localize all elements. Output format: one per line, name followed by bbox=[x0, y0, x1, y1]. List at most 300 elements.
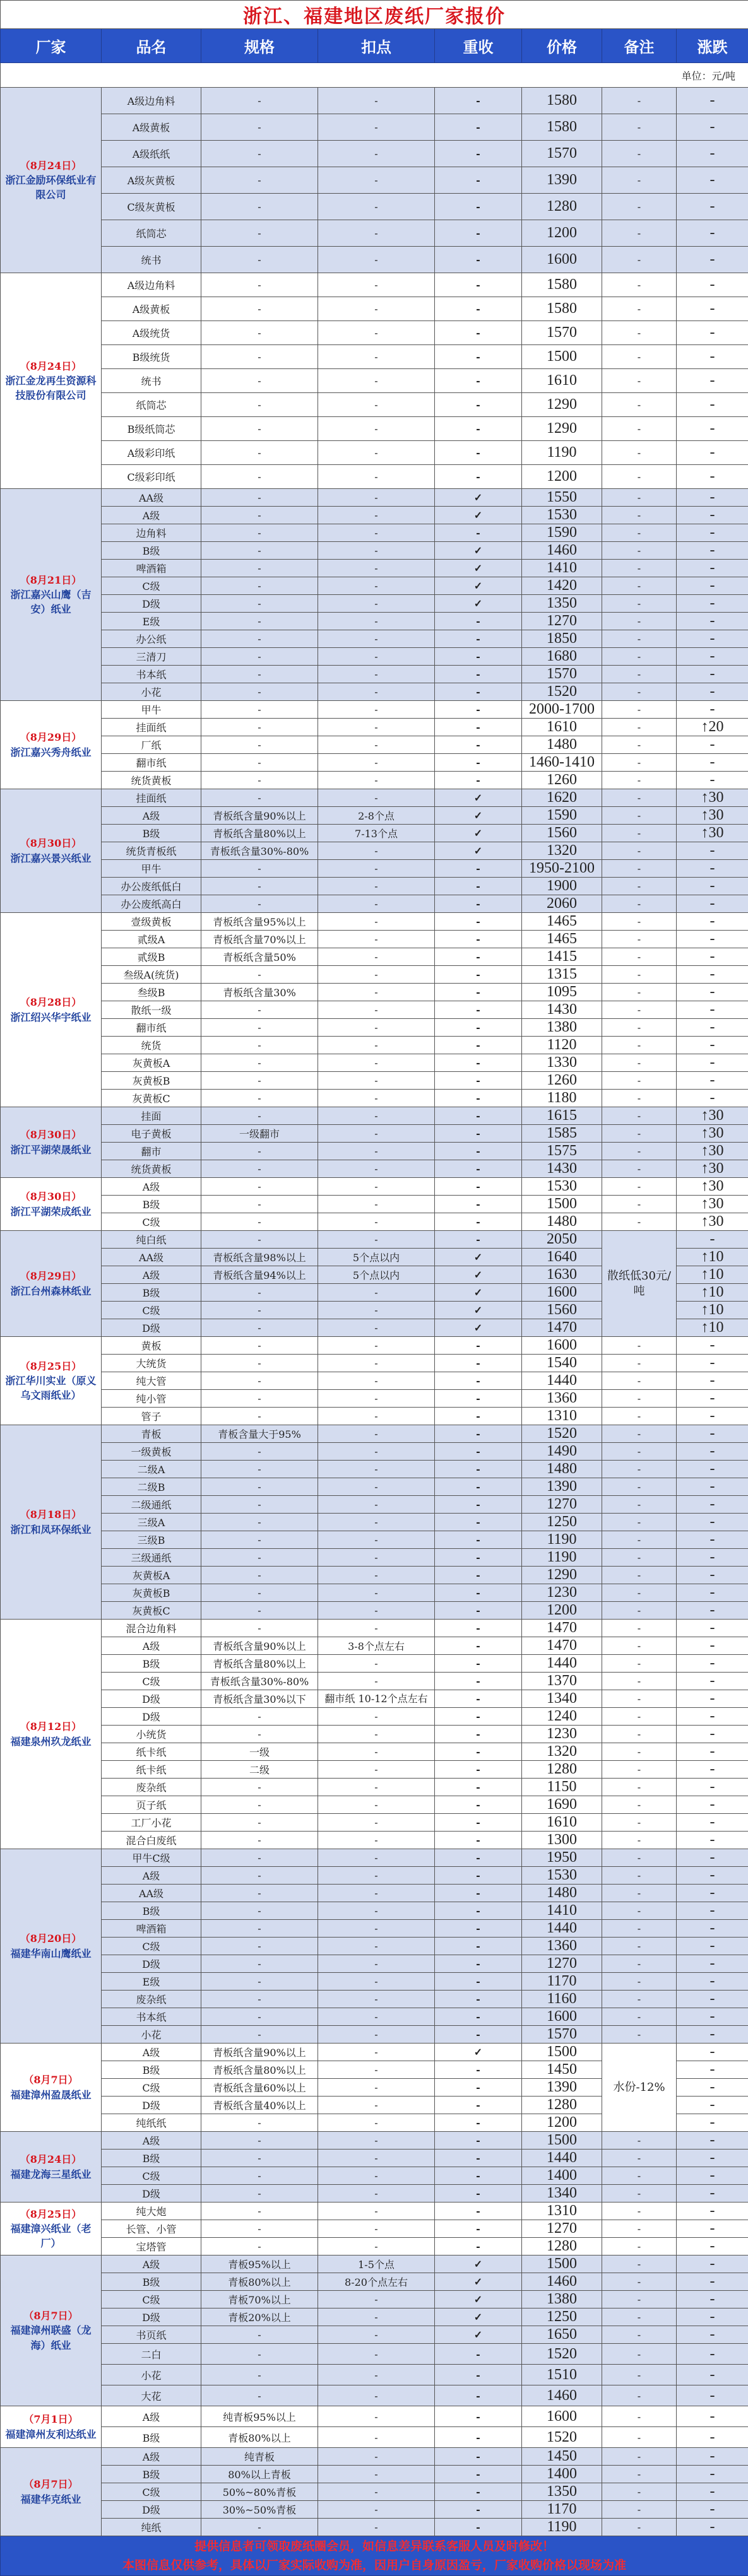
change-cell: - bbox=[677, 2220, 748, 2238]
table-row bbox=[1, 1425, 748, 1443]
change-cell: - bbox=[677, 1796, 748, 1814]
weight-cell: - bbox=[435, 220, 522, 247]
table-row bbox=[1, 1920, 748, 1938]
table-row bbox=[1, 754, 748, 772]
spec-cell: - bbox=[201, 167, 318, 194]
spec-cell: - bbox=[201, 1814, 318, 1832]
table-row bbox=[1, 2406, 748, 2427]
product-cell: B级 bbox=[102, 2061, 201, 2079]
col-header: 重收 bbox=[435, 29, 522, 63]
table-row bbox=[1, 1496, 748, 1514]
weight-cell: - bbox=[435, 1514, 522, 1531]
table-row bbox=[1, 2365, 748, 2385]
price-cell: 1190 bbox=[522, 1549, 602, 1567]
change-cell: ↑10 bbox=[677, 1284, 748, 1302]
change-cell: - bbox=[677, 1531, 748, 1549]
table-row bbox=[1, 613, 748, 630]
spec-cell: 青板含量大于95% bbox=[201, 1425, 318, 1443]
change-cell: - bbox=[677, 1938, 748, 1955]
spec-cell: - bbox=[201, 577, 318, 595]
product-cell: E级 bbox=[102, 613, 201, 630]
product-cell: A级 bbox=[102, 1266, 201, 1284]
note-cell: - bbox=[602, 1726, 677, 1743]
product-cell: C级 bbox=[102, 2079, 201, 2097]
weight-cell: - bbox=[435, 345, 522, 369]
deduction-cell: - bbox=[318, 2097, 435, 2114]
deduction-cell: - bbox=[318, 1355, 435, 1372]
price-cell: 1200 bbox=[522, 465, 602, 489]
price-cell: 1580 bbox=[522, 114, 602, 141]
product-cell: A级 bbox=[102, 1637, 201, 1655]
change-cell: - bbox=[677, 1090, 748, 1107]
price-cell: 1380 bbox=[522, 2291, 602, 2308]
deduction-cell: - bbox=[318, 1796, 435, 1814]
note-cell: 水份-12% bbox=[602, 2044, 677, 2132]
weight-cell: ✓ bbox=[435, 1319, 522, 1337]
deduction-cell: - bbox=[318, 2167, 435, 2185]
price-cell: 1460 bbox=[522, 2385, 602, 2406]
deduction-cell: 5个点以内 bbox=[318, 1266, 435, 1284]
weight-cell: - bbox=[435, 1885, 522, 1902]
col-header: 厂家 bbox=[1, 29, 102, 63]
deduction-cell: - bbox=[318, 1496, 435, 1514]
product-cell: A级 bbox=[102, 2406, 201, 2427]
deduction-cell: - bbox=[318, 393, 435, 417]
price-cell: 1170 bbox=[522, 1973, 602, 1991]
change-cell: - bbox=[677, 2519, 748, 2536]
table-row bbox=[1, 1390, 748, 1408]
deduction-cell: - bbox=[318, 2114, 435, 2132]
price-cell: 1280 bbox=[522, 2238, 602, 2255]
price-cell: 1520 bbox=[522, 2427, 602, 2448]
spec-cell: - bbox=[201, 1938, 318, 1955]
spec-cell: - bbox=[201, 1849, 318, 1867]
table-row bbox=[1, 2519, 748, 2536]
note-cell: - bbox=[602, 736, 677, 754]
weight-cell: - bbox=[435, 194, 522, 220]
spec-cell: - bbox=[201, 1567, 318, 1584]
weight-cell: ✓ bbox=[435, 2044, 522, 2061]
table-row bbox=[1, 860, 748, 878]
note-cell: - bbox=[602, 2483, 677, 2501]
weight-cell: - bbox=[435, 1567, 522, 1584]
price-cell: 1470 bbox=[522, 1620, 602, 1637]
table-row bbox=[1, 1037, 748, 1054]
note-cell: - bbox=[602, 666, 677, 683]
weight-cell: - bbox=[435, 1690, 522, 1708]
product-cell: 书页纸 bbox=[102, 2326, 201, 2344]
weight-cell: - bbox=[435, 1143, 522, 1160]
note-cell: - bbox=[602, 1090, 677, 1107]
price-cell: 1570 bbox=[522, 321, 602, 345]
deduction-cell: 翻市纸 10-12个点左右 bbox=[318, 1690, 435, 1708]
price-cell: 1360 bbox=[522, 1390, 602, 1408]
change-cell: - bbox=[677, 2203, 748, 2220]
weight-cell: - bbox=[435, 2344, 522, 2365]
spec-cell: - bbox=[201, 1443, 318, 1461]
weight-cell: - bbox=[435, 321, 522, 345]
price-cell: 1340 bbox=[522, 1690, 602, 1708]
product-cell: 翻市纸 bbox=[102, 1019, 201, 1037]
deduction-cell: - bbox=[318, 1567, 435, 1584]
deduction-cell: - bbox=[318, 2061, 435, 2079]
price-cell: 1170 bbox=[522, 2501, 602, 2519]
price-cell: 1250 bbox=[522, 1514, 602, 1531]
table-row bbox=[1, 1814, 748, 1832]
product-cell: C级 bbox=[102, 1213, 201, 1231]
table-row bbox=[1, 1602, 748, 1620]
quote-date: （8月29日） bbox=[3, 1269, 98, 1283]
change-cell: - bbox=[677, 860, 748, 878]
deduction-cell: - bbox=[318, 1196, 435, 1213]
deduction-cell: - bbox=[318, 1425, 435, 1443]
note-cell: - bbox=[602, 2150, 677, 2167]
change-cell: - bbox=[677, 2114, 748, 2132]
note-cell: - bbox=[602, 167, 677, 194]
price-cell: 1500 bbox=[522, 1196, 602, 1213]
deduction-cell: - bbox=[318, 1602, 435, 1620]
weight-cell: - bbox=[435, 2427, 522, 2448]
table-row bbox=[1, 1690, 748, 1708]
col-header: 价格 bbox=[522, 29, 602, 63]
change-cell: ↑30 bbox=[677, 1196, 748, 1213]
spec-cell: - bbox=[201, 1143, 318, 1160]
deduction-cell: - bbox=[318, 2203, 435, 2220]
change-cell: - bbox=[677, 2308, 748, 2326]
unit-label: 单位：元/吨 bbox=[1, 63, 748, 88]
spec-cell: - bbox=[201, 966, 318, 984]
company-cell bbox=[1, 1425, 102, 1620]
deduction-cell: - bbox=[318, 789, 435, 807]
spec-cell: - bbox=[201, 1920, 318, 1938]
table-row bbox=[1, 1673, 748, 1690]
deduction-cell: - bbox=[318, 1779, 435, 1796]
weight-cell: - bbox=[435, 1408, 522, 1425]
table-row bbox=[1, 2344, 748, 2365]
weight-cell: - bbox=[435, 1160, 522, 1178]
change-cell: - bbox=[677, 966, 748, 984]
spec-cell: 50%~80%青板 bbox=[201, 2483, 318, 2501]
deduction-cell: - bbox=[318, 1885, 435, 1902]
product-cell: 贰级A bbox=[102, 931, 201, 948]
product-cell: 小花 bbox=[102, 2026, 201, 2044]
deduction-cell: - bbox=[318, 345, 435, 369]
spec-cell: - bbox=[201, 1213, 318, 1231]
change-cell: - bbox=[677, 393, 748, 417]
note-cell: - bbox=[602, 1867, 677, 1885]
deduction-cell: - bbox=[318, 1549, 435, 1567]
spec-cell: - bbox=[201, 1496, 318, 1514]
deduction-cell: 8-20个点左右 bbox=[318, 2273, 435, 2291]
deduction-cell: - bbox=[318, 2220, 435, 2238]
table-row bbox=[1, 2385, 748, 2406]
deduction-cell: - bbox=[318, 1832, 435, 1849]
table-row bbox=[1, 984, 748, 1001]
price-cell: 1095 bbox=[522, 984, 602, 1001]
table-row bbox=[1, 1461, 748, 1478]
table-row bbox=[1, 825, 748, 842]
note-cell: - bbox=[602, 524, 677, 542]
change-cell: - bbox=[677, 2406, 748, 2427]
weight-cell: - bbox=[435, 417, 522, 441]
deduction-cell: - bbox=[318, 2519, 435, 2536]
spec-cell: - bbox=[201, 524, 318, 542]
deduction-cell: - bbox=[318, 507, 435, 524]
change-cell: ↑10 bbox=[677, 1319, 748, 1337]
note-cell: - bbox=[602, 577, 677, 595]
company-name: 福建华克纸业 bbox=[3, 2492, 98, 2507]
product-cell: 一级黄板 bbox=[102, 1443, 201, 1461]
change-cell: - bbox=[677, 948, 748, 966]
weight-cell: - bbox=[435, 2079, 522, 2097]
change-cell: - bbox=[677, 1902, 748, 1920]
spec-cell: - bbox=[201, 2132, 318, 2150]
note-cell: - bbox=[602, 1814, 677, 1832]
spec-cell: 纯青板95%以上 bbox=[201, 2406, 318, 2427]
deduction-cell: 5个点以内 bbox=[318, 1249, 435, 1266]
spec-cell: - bbox=[201, 489, 318, 507]
change-cell: - bbox=[677, 2026, 748, 2044]
product-cell: 统货 bbox=[102, 1037, 201, 1054]
product-cell: 小统货 bbox=[102, 1726, 201, 1743]
product-cell: 统货黄板 bbox=[102, 772, 201, 789]
spec-cell: - bbox=[201, 1408, 318, 1425]
weight-cell: ✓ bbox=[435, 825, 522, 842]
product-cell: 挂面纸 bbox=[102, 789, 201, 807]
table-row bbox=[1, 1531, 748, 1549]
weight-cell: - bbox=[435, 1355, 522, 1372]
note-cell: - bbox=[602, 2238, 677, 2255]
change-cell: - bbox=[677, 1991, 748, 2008]
product-cell: B级 bbox=[102, 2466, 201, 2483]
weight-cell: - bbox=[435, 1796, 522, 1814]
note-cell: - bbox=[602, 613, 677, 630]
spec-cell: - bbox=[201, 895, 318, 913]
spec-cell: - bbox=[201, 666, 318, 683]
spec-cell: - bbox=[201, 1955, 318, 1973]
deduction-cell: - bbox=[318, 1514, 435, 1531]
spec-cell: 一级 bbox=[201, 1743, 318, 1761]
price-cell: 1230 bbox=[522, 1726, 602, 1743]
change-cell: - bbox=[677, 630, 748, 648]
note-cell: - bbox=[602, 1637, 677, 1655]
weight-cell: - bbox=[435, 2220, 522, 2238]
quote-date: （8月25日） bbox=[3, 2207, 98, 2221]
table-row bbox=[1, 948, 748, 966]
deduction-cell: - bbox=[318, 2326, 435, 2344]
change-cell: ↑30 bbox=[677, 1107, 748, 1125]
price-cell: 1360 bbox=[522, 1938, 602, 1955]
price-cell: 1530 bbox=[522, 1867, 602, 1885]
weight-cell: - bbox=[435, 719, 522, 736]
price-cell: 1575 bbox=[522, 1143, 602, 1160]
change-cell: ↑30 bbox=[677, 1178, 748, 1196]
note-cell: - bbox=[602, 441, 677, 465]
change-cell: - bbox=[677, 2326, 748, 2344]
product-cell: 灰黄板A bbox=[102, 1567, 201, 1584]
price-cell: 1450 bbox=[522, 2448, 602, 2466]
quote-date: （8月29日） bbox=[3, 730, 98, 744]
deduction-cell: - bbox=[318, 369, 435, 393]
weight-cell: - bbox=[435, 114, 522, 141]
weight-cell: - bbox=[435, 1001, 522, 1019]
product-cell: 废杂纸 bbox=[102, 1779, 201, 1796]
price-cell: 1380 bbox=[522, 1019, 602, 1037]
product-cell: D级 bbox=[102, 1690, 201, 1708]
weight-cell: - bbox=[435, 1072, 522, 1090]
note-cell: - bbox=[602, 542, 677, 560]
price-cell: 1320 bbox=[522, 1743, 602, 1761]
spec-cell: - bbox=[201, 273, 318, 297]
price-cell: 1260 bbox=[522, 772, 602, 789]
change-cell: ↑10 bbox=[677, 1302, 748, 1319]
product-cell: 甲牛 bbox=[102, 701, 201, 719]
deduction-cell: - bbox=[318, 1143, 435, 1160]
note-cell: - bbox=[602, 297, 677, 321]
product-cell: 统书 bbox=[102, 369, 201, 393]
spec-cell: - bbox=[201, 417, 318, 441]
deduction-cell: - bbox=[318, 2466, 435, 2483]
price-cell: 1610 bbox=[522, 369, 602, 393]
weight-cell: ✓ bbox=[435, 807, 522, 825]
product-cell: 翻市 bbox=[102, 1143, 201, 1160]
spec-cell: - bbox=[201, 321, 318, 345]
price-cell: 1470 bbox=[522, 1637, 602, 1655]
note-cell: - bbox=[602, 1408, 677, 1425]
company-cell bbox=[1, 789, 102, 913]
weight-cell: ✓ bbox=[435, 2273, 522, 2291]
table-row bbox=[1, 772, 748, 789]
product-cell: B级 bbox=[102, 1655, 201, 1673]
note-cell: - bbox=[602, 772, 677, 789]
product-cell: 大统货 bbox=[102, 1355, 201, 1372]
change-cell: - bbox=[677, 595, 748, 613]
table-row bbox=[1, 807, 748, 825]
deduction-cell: - bbox=[318, 648, 435, 666]
spec-cell: - bbox=[201, 2365, 318, 2385]
price-cell: 1630 bbox=[522, 1266, 602, 1284]
table-row bbox=[1, 913, 748, 931]
note-cell: - bbox=[602, 2132, 677, 2150]
weight-cell: - bbox=[435, 1991, 522, 2008]
weight-cell: - bbox=[435, 2132, 522, 2150]
spec-cell: - bbox=[201, 1355, 318, 1372]
change-cell: - bbox=[677, 1337, 748, 1355]
price-cell: 1460-1410 bbox=[522, 754, 602, 772]
price-cell: 1230 bbox=[522, 1584, 602, 1602]
col-header: 备注 bbox=[602, 29, 677, 63]
change-cell: ↑30 bbox=[677, 1143, 748, 1160]
quote-date: （8月20日） bbox=[3, 1931, 98, 1946]
spec-cell: - bbox=[201, 772, 318, 789]
change-cell: - bbox=[677, 2255, 748, 2273]
weight-cell: - bbox=[435, 754, 522, 772]
table-row bbox=[1, 1355, 748, 1372]
price-cell: 1610 bbox=[522, 719, 602, 736]
price-cell: 1270 bbox=[522, 1955, 602, 1973]
price-cell: 1600 bbox=[522, 2406, 602, 2427]
quote-date: （7月1日） bbox=[3, 2412, 98, 2426]
spec-cell: - bbox=[201, 507, 318, 524]
deduction-cell: - bbox=[318, 878, 435, 895]
table-row bbox=[1, 1637, 748, 1655]
product-cell: B级 bbox=[102, 825, 201, 842]
spec-cell: - bbox=[201, 1284, 318, 1302]
price-cell: 1330 bbox=[522, 1054, 602, 1072]
spec-cell: 青板80%以上 bbox=[201, 2273, 318, 2291]
weight-cell: - bbox=[435, 2185, 522, 2203]
change-cell: - bbox=[677, 1779, 748, 1796]
deduction-cell: - bbox=[318, 683, 435, 701]
note-cell: - bbox=[602, 1567, 677, 1584]
weight-cell: ✓ bbox=[435, 595, 522, 613]
price-cell: 1290 bbox=[522, 1567, 602, 1584]
change-cell: - bbox=[677, 1514, 748, 1531]
deduction-cell: - bbox=[318, 1761, 435, 1779]
note-cell: - bbox=[602, 2365, 677, 2385]
spec-cell: 青板纸含量90%以上 bbox=[201, 807, 318, 825]
note-cell: - bbox=[602, 683, 677, 701]
change-cell: - bbox=[677, 2167, 748, 2185]
product-cell: B级 bbox=[102, 2150, 201, 2167]
product-cell: 贰级B bbox=[102, 948, 201, 966]
change-cell: - bbox=[677, 417, 748, 441]
change-cell: - bbox=[677, 2427, 748, 2448]
weight-cell: - bbox=[435, 948, 522, 966]
change-cell: ↑20 bbox=[677, 719, 748, 736]
price-cell: 1280 bbox=[522, 194, 602, 220]
weight-cell: - bbox=[435, 1037, 522, 1054]
table-row bbox=[1, 393, 748, 417]
product-cell: D级 bbox=[102, 1955, 201, 1973]
weight-cell: - bbox=[435, 247, 522, 273]
table-row bbox=[1, 1160, 748, 1178]
price-cell: 1590 bbox=[522, 524, 602, 542]
change-cell: - bbox=[677, 321, 748, 345]
spec-cell: - bbox=[201, 1708, 318, 1726]
change-cell: - bbox=[677, 913, 748, 931]
price-cell: 1350 bbox=[522, 595, 602, 613]
table-row bbox=[1, 2150, 748, 2167]
weight-cell: - bbox=[435, 1743, 522, 1761]
company-name: 福建漳州盈晟纸业 bbox=[3, 2088, 98, 2102]
note-cell: - bbox=[602, 1955, 677, 1973]
product-cell: C级 bbox=[102, 2167, 201, 2185]
price-cell: 1310 bbox=[522, 2203, 602, 2220]
spec-cell: - bbox=[201, 1178, 318, 1196]
quote-date: （8月24日） bbox=[3, 158, 98, 173]
note-cell: - bbox=[602, 825, 677, 842]
table-row bbox=[1, 1001, 748, 1019]
weight-cell: - bbox=[435, 2519, 522, 2536]
deduction-cell: 2-8个点 bbox=[318, 807, 435, 825]
note-cell: - bbox=[602, 1443, 677, 1461]
price-cell: 1500 bbox=[522, 345, 602, 369]
spec-cell: - bbox=[201, 345, 318, 369]
note-cell: - bbox=[602, 2291, 677, 2308]
product-cell: D级 bbox=[102, 1708, 201, 1726]
weight-cell: - bbox=[435, 1390, 522, 1408]
note-cell: - bbox=[602, 2167, 677, 2185]
note-cell: - bbox=[602, 878, 677, 895]
weight-cell: ✓ bbox=[435, 842, 522, 860]
change-cell: - bbox=[677, 2238, 748, 2255]
table-row bbox=[1, 1991, 748, 2008]
spec-cell: - bbox=[201, 860, 318, 878]
note-cell: - bbox=[602, 754, 677, 772]
deduction-cell: - bbox=[318, 1443, 435, 1461]
weight-cell: - bbox=[435, 465, 522, 489]
